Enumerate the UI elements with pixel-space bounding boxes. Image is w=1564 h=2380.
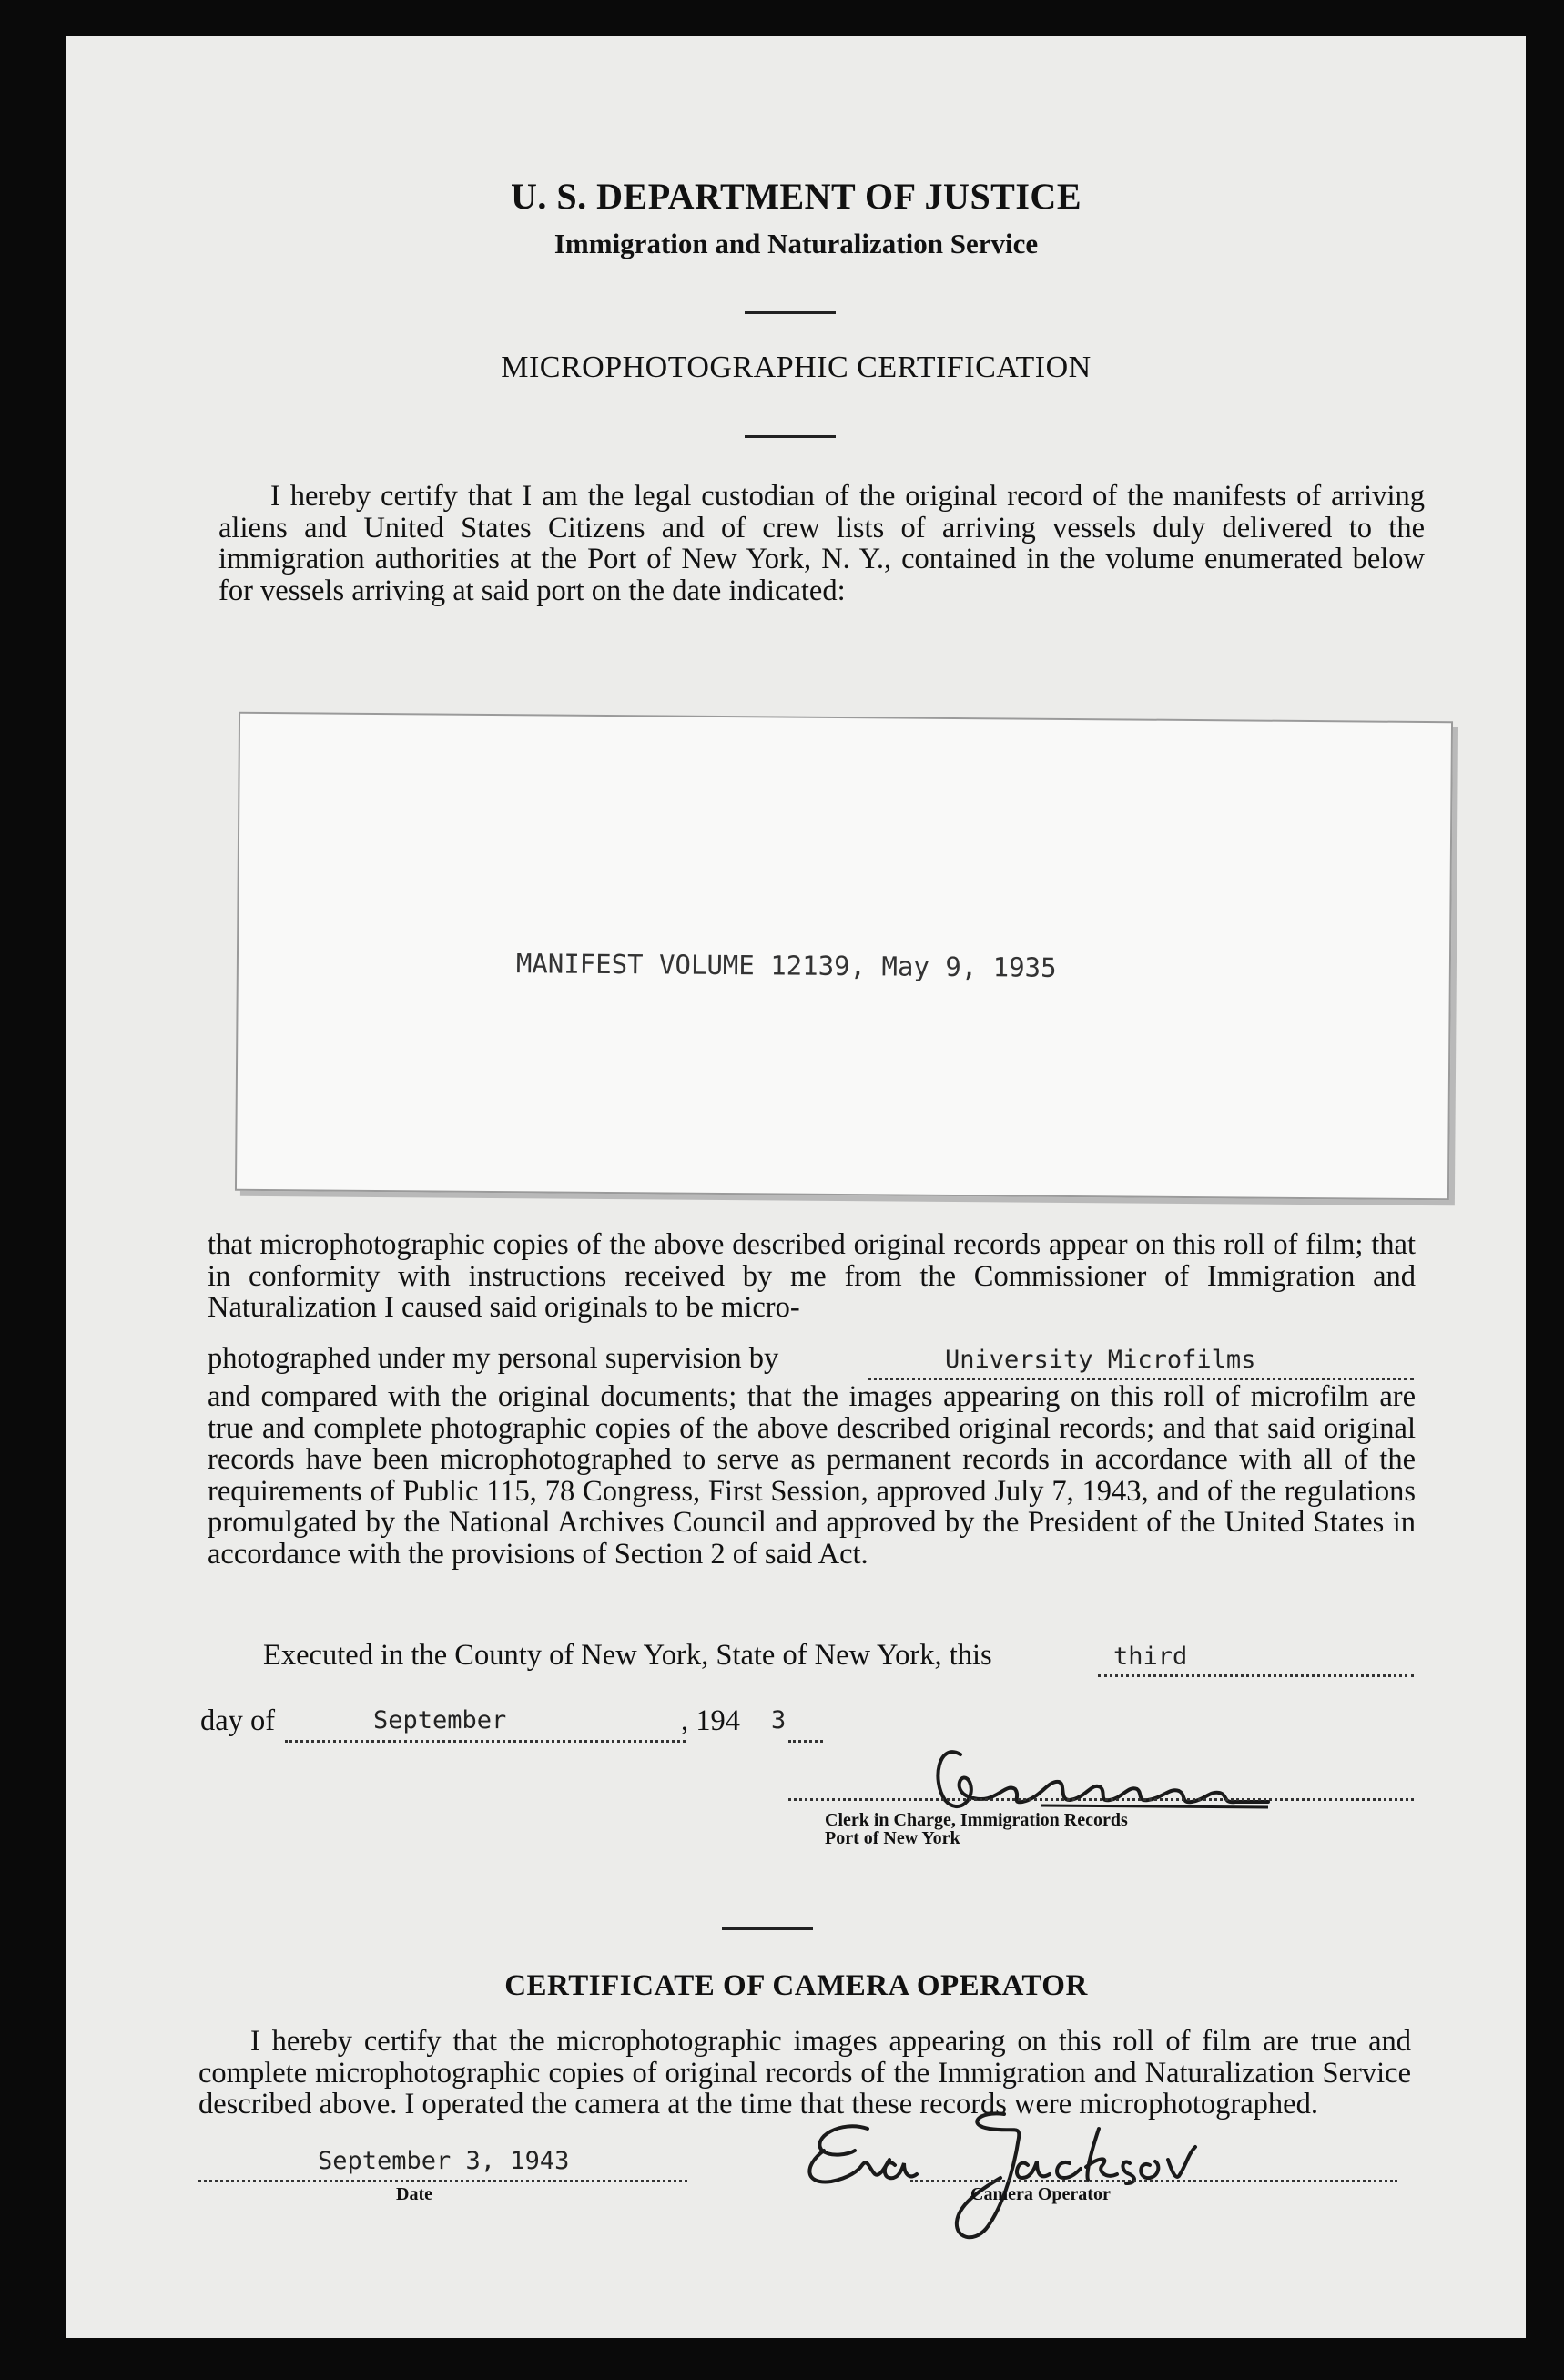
operator-signature-line — [910, 2180, 1397, 2182]
day-of-label: day of — [200, 1704, 276, 1737]
manifest-card — [235, 712, 1453, 1200]
operator-date-value: September 3, 1943 — [318, 2147, 570, 2175]
department-heading: U. S. DEPARTMENT OF JUSTICE — [511, 176, 1082, 217]
executed-prefix: Executed in the County of New York, State of New York, this — [263, 1639, 992, 1672]
intro-paragraph: I hereby certify that I am the legal custodian of the original record of the manifests of arriving aliens and United States Citizens and of crew lists of arriving vessels duly delivered to the immigration authorities at the Port of New York, N. Y., contained in the volume enumerated below for vessels arriving at said port on the date indicated: — [218, 480, 1425, 607]
month-fill-line — [285, 1740, 686, 1743]
year-digit: 3 — [771, 1706, 787, 1734]
date-label: Date — [396, 2184, 432, 2204]
clerk-title-line-2: Port of New York — [825, 1828, 960, 1848]
year-fill-line — [788, 1740, 823, 1743]
day-fill-line — [1098, 1674, 1414, 1677]
service-subheading: Immigration and Naturalization Service — [553, 228, 1039, 259]
day-value: third — [1113, 1643, 1188, 1671]
operator-signature — [767, 2101, 1223, 2247]
divider-mid — [745, 435, 836, 438]
supervision-line-prefix: photographed under my personal supervision by — [208, 1342, 779, 1375]
clerk-title-line-1: Clerk in Charge, Immigration Records — [825, 1810, 1128, 1830]
manifest-volume-text: MANIFEST VOLUME 12139, May 9, 1935 — [515, 948, 1057, 983]
supervisor-value: University Microfilms — [945, 1346, 1256, 1374]
month-value: September — [373, 1706, 507, 1734]
divider-bottom — [722, 1927, 813, 1930]
certificate-page — [66, 36, 1526, 2338]
operator-heading: CERTIFICATE OF CAMERA OPERATOR — [504, 1969, 1088, 2002]
certification-title: MICROPHOTOGRAPHIC CERTIFICATION — [501, 351, 1092, 384]
clerk-signature-line — [788, 1798, 1414, 1801]
body-paragraph-1: that microphotographic copies of the above described original records appear on this roll of film; that in conformity with instructions received by me from the Commissioner of Immigration and Naturalization I caused said originals to be micro- — [208, 1228, 1416, 1324]
camera-operator-label: Camera Operator — [970, 2184, 1111, 2204]
divider-top — [745, 311, 836, 314]
date-fill-line — [198, 2180, 687, 2182]
operator-paragraph: I hereby certify that the microphotographic images appearing on this roll of film are true and complete microphotographic copies of original records of the Immigration and Naturalization Service described above. I operated the camera at the time that these records were microphotographed. — [198, 2025, 1411, 2121]
year-prefix: , 194 — [681, 1704, 740, 1737]
body-paragraph-2: and compared with the original documents; that the images appearing on this roll of microfilm are true and complete photographic copies of the above described original records; and that said original records have been microphotographed to serve as permanent records in accordance with all of the requirements of Public 115, 78 Congress, First Session, approved July 7, 1943, and of the regulations promulgated by the National Archives Council and approved by the President of the United States in accordance with the provisions of Section 2 of said Act. — [208, 1380, 1416, 1571]
